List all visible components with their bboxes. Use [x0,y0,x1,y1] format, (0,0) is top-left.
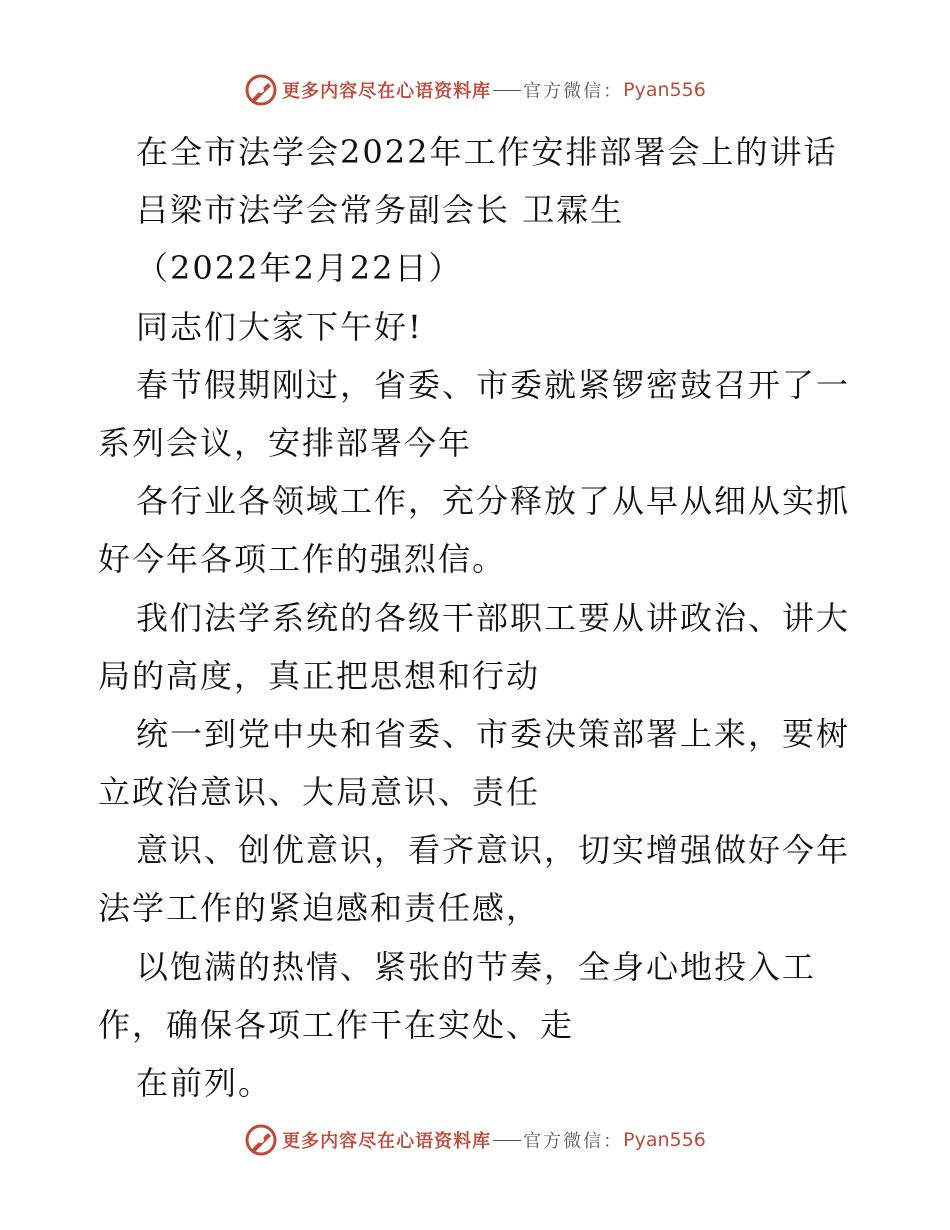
watermark-label: 官方微信： [523,81,624,102]
paragraph-line: 局的高度，真正把思想和行动 [98,656,541,695]
watermark-site-text: 更多内容尽在心语资料库 [282,81,492,102]
paragraph-line: 作，确保各项工作干在实处、走 [98,1005,575,1044]
paragraph-line: 在前列。 [136,1064,273,1102]
paragraph-line: 各行业各领域工作，充分释放了从早从细从实抓 [136,482,851,521]
paragraph-line: 春节假期刚过，省委、市委就紧锣密鼓召开了一 [136,365,851,404]
watermark-dash [493,90,521,91]
document-body [98,123,858,1112]
paragraph-line: 系列会议，安排部署今年 [98,423,473,462]
paragraph-line: 法学工作的紧迫感和责任感， [98,889,541,928]
header-watermark [0,70,950,110]
pen-logo-icon [244,1123,278,1157]
paragraph-line: 以饱满的热情、紧张的节奏，全身心地投入工 [136,947,817,986]
greeting-line: 同志们大家下午好! [136,307,423,346]
paragraph-line: 意识、创优意识，看齐意识，切实增强做好今年 [136,831,851,870]
paragraph-line: 我们法学系统的各级干部职工要从讲政治、讲大 [136,598,851,637]
pen-logo-icon [244,73,278,107]
watermark-label: 官方微信： [523,1131,624,1152]
paragraph-line: 好今年各项工作的强烈信。 [98,540,507,579]
footer-watermark [0,1120,950,1160]
document-date: （2022年2月22日） [136,249,463,288]
watermark-dash [493,1140,521,1141]
document-title: 在全市法学会2022年工作安排部署会上的讲话 [136,133,838,171]
paragraph-line: 统一到党中央和省委、市委决策部署上来，要树 [136,714,851,753]
watermark-site-text: 更多内容尽在心语资料库 [282,1131,492,1152]
paragraph-line: 立政治意识、大局意识、责任 [98,773,541,812]
document-author: 吕梁市法学会常务副会长 卫霖生 [136,191,625,230]
watermark-wechat-id: Pyan556 [623,79,706,101]
watermark-wechat-id: Pyan556 [623,1129,706,1151]
